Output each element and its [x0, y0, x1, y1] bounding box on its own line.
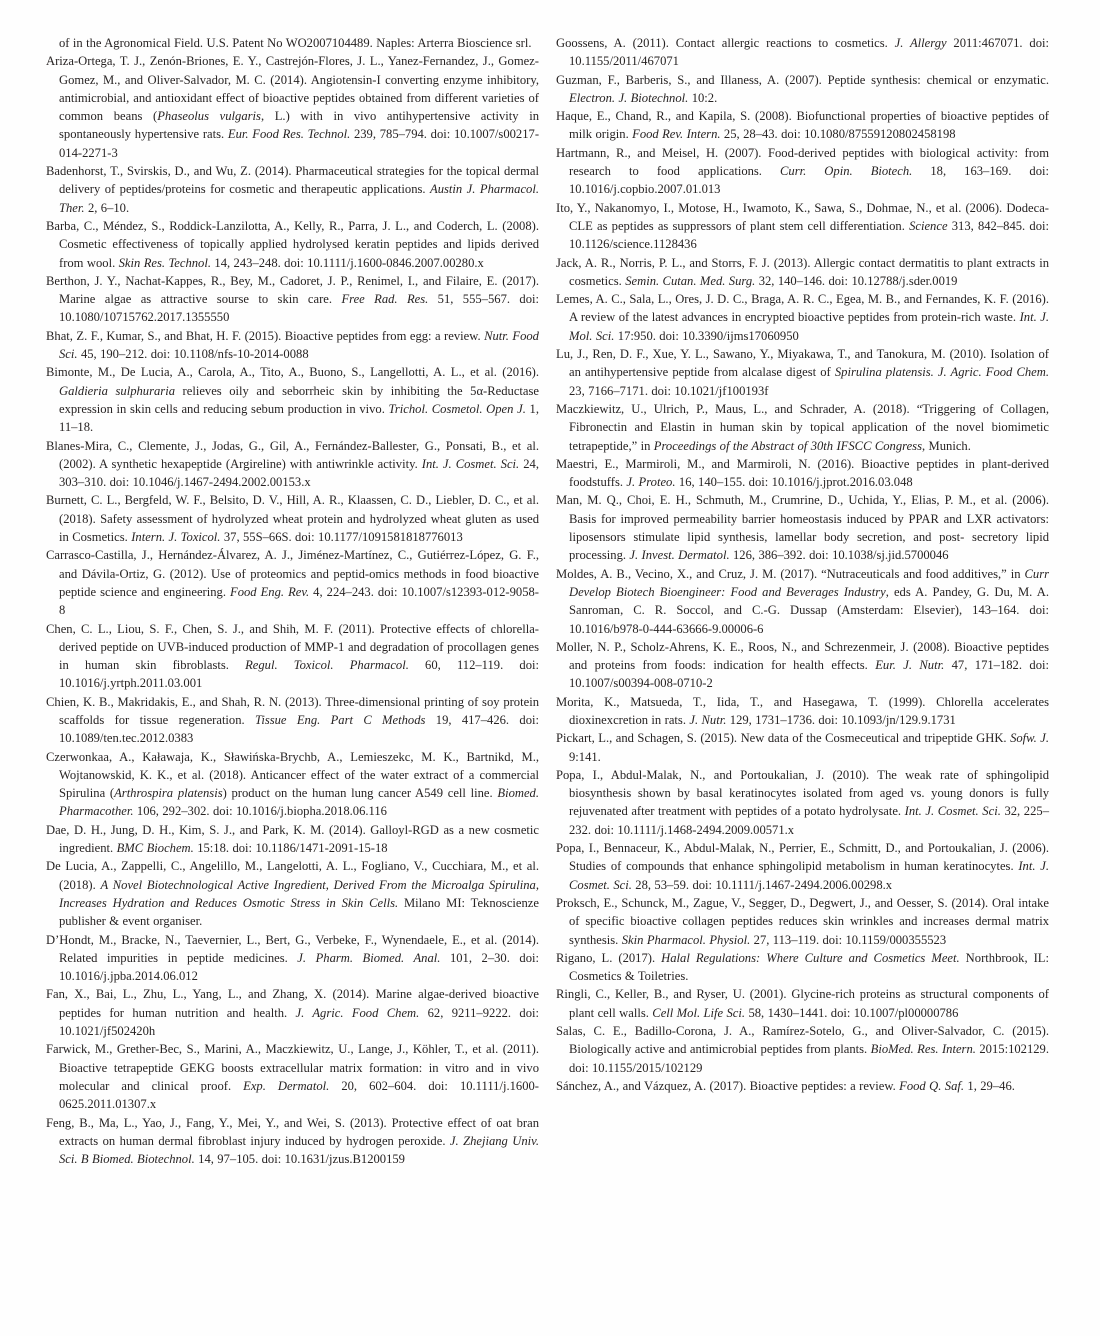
- reference-italic-title: Int. J. Cosmet. Sci.: [421, 456, 520, 471]
- reference-entry: Morita, K., Matsueda, T., Iida, T., and Hasegawa, T. (1999). Chlorella accelerates dioxinexcretion in rats. J. Nutr. 129, 1731–1736. doi: 10.1093/jn/129.9.1731: [556, 694, 1049, 727]
- reference-entry: Pickart, L., and Schagen, S. (2015). New data of the Cosmeceutical and tripeptide GHK. Sofw. J. 9:141.: [556, 731, 1049, 764]
- reference-italic-title: Skin Pharmacol. Physiol.: [621, 932, 751, 947]
- reference-entry: Ariza-Ortega, T. J., Zenón-Briones, E. Y., Castrejón-Flores, J. L., Yanez-Fernandez, J., Gomez-Gomez, M., and Oliver-Salvador, M. C. (2014). Angiotensin-I converting enzyme inhibitory, antimicrobial, and antioxidant effect of bioactive peptides obtained from different varieties of common beans (Phaseolus vulgaris, L.) with in vivo antihypertensive activity in spontaneously hypertensive rats. Eur. Food Res. Technol. 239, 785–794. doi: 10.1007/s00217-014-2271-3: [46, 54, 540, 160]
- reference-entry: Rigano, L. (2017). Halal Regulations: Where Culture and Cosmetics Meet. Northbrook, IL: Cosmetics & Toiletries.: [556, 950, 1049, 984]
- reference-italic-title: Int. J. Cosmet. Sci.: [904, 804, 1001, 819]
- reference-entry: Badenhorst, T., Svirskis, D., and Wu, Z. (2014). Pharmaceutical strategies for the topical dermal delivery of peptides/proteins for cosmetic and therapeutic applications. Austin J. Pharmacol. Ther. 2, 6–10.: [46, 164, 539, 215]
- reference-italic-title: Electron. J. Biotechnol.: [569, 90, 689, 105]
- reference-entry: De Lucia, A., Zappelli, C., Angelillo, M., Langelotti, A. L., Fogliano, V., Cucchiara, M., et al. (2018). A Novel Biotechnological Active Ingredient, Derived From the Microalga Spirulina, Increases Hydration and Reduces Osmotic Stress in Skin Cells. Milano MI: Teknoscienze publisher & event organiser.: [46, 859, 540, 929]
- reference-entry: Carrasco-Castilla, J., Hernández-Álvarez, A. J., Jiménez-Martínez, C., Gutiérrez-López, G. F., and Dávila-Ortiz, G. (2012). Use of proteomics and peptid-omics methods in food bioactive peptide science and engineering. Food Eng. Rev. 4, 224–243. doi: 10.1007/s12393-012-9058-8: [46, 548, 539, 618]
- reference-italic-title: J. Proteo.: [626, 475, 676, 490]
- reference-entry: Guzman, F., Barberis, S., and Illaness, A. (2007). Peptide synthesis: chemical or enzymatic. Electron. J. Biotechnol. 10:2.: [556, 72, 1049, 105]
- reference-italic-title: Food Rev. Intern.: [632, 127, 721, 142]
- reference-entry: of in the Agronomical Field. U.S. Patent No WO2007104489. Naples: Arterra Bioscience srl.: [59, 36, 532, 50]
- references-column-left: [46, 34, 539, 1316]
- reference-italic-title: BioMed. Res. Intern.: [870, 1042, 976, 1057]
- reference-italic-title: Austin J. Pharmacol. Ther.: [59, 182, 539, 215]
- reference-entry: Czerwonkaa, A., Kaławaja, K., Sławińska-Brychb, A., Lemieszekc, M. K., Bartnikd, M., Wojtanowskid, K. K., et al. (2018). Anticancer effect of the water extract of a commercial Spirulina (Arthrospira platensis) product on the human lung cancer A549 cell line. Biomed. Pharmacother. 106, 292–302. doi: 10.1016/j.biopha.2018.06.116: [46, 749, 539, 819]
- reference-italic-title: Intern. J. Toxicol.: [131, 530, 221, 545]
- reference-italic-title: Exp. Dermatol.: [243, 1078, 330, 1093]
- reference-entry: D’Hondt, M., Bracke, N., Taevernier, L., Bert, G., Verbeke, F., Wynendaele, E., et al. (2014). Related impurities in peptide medicines. J. Pharm. Biomed. Anal. 101, 2–30. doi: 10.1016/j.jpba.2014.06.012: [46, 932, 539, 984]
- reference-entry: Hartmann, R., and Meisel, H. (2007). Food-derived peptides with biological activity: from research to food applications. Curr. Opin. Biotech. 18, 163–169. doi: 10.1016/j.copbio.2007.01.013: [556, 145, 1050, 197]
- reference-italic-title: Curr Develop Biotech Bioengineer: Food and Beverages Industry: [569, 566, 1049, 599]
- reference-italic-title: Free Rad. Res.: [341, 292, 429, 307]
- reference-entry: Man, M. Q., Choi, E. H., Schmuth, M., Crumrine, D., Uchida, Y., Elias, P. M., et al. (2006). Basis for improved permeability barrier homeostasis induced by PPAR and LXR activators: liposensors stimulate lipid synthesis, lamellar body secretion, and post- secretory lipid processing. J. Invest. Dermatol. 126, 386–392. doi: 10.1038/sj.jid.5700046: [556, 493, 1049, 563]
- reference-italic-title: J. Zhejiang Univ. Sci. B Biomed. Biotechnol.: [59, 1133, 539, 1167]
- reference-italic-title: J. Allergy: [894, 36, 947, 50]
- reference-entry: Bhat, Z. F., Kumar, S., and Bhat, H. F. (2015). Bioactive peptides from egg: a review. Nutr. Food Sci. 45, 190–212. doi: 10.1108/nfs-10-2014-0088: [46, 328, 539, 362]
- reference-italic-title: Curr. Opin. Biotech.: [780, 164, 913, 179]
- reference-italic-title: Biomed. Pharmacother.: [59, 786, 539, 819]
- reference-italic-title: Phaseolus vulgaris: [157, 109, 261, 124]
- reference-entry: Feng, B., Ma, L., Yao, J., Fang, Y., Mei, Y., and Wei, S. (2013). Protective effect of oat bran extracts on human dermal fibroblast injury induced by hydrogen peroxide. J. Zhejiang Univ. Sci. B Biomed. Biotechnol. 14, 97–105. doi: 10.1631/jzus.B1200159: [46, 1115, 539, 1167]
- reference-entry: Maestri, E., Marmiroli, M., and Marmiroli, N. (2016). Bioactive peptides in plant-derived foodstuffs. J. Proteo. 16, 140–155. doi: 10.1016/j.jprot.2016.03.048: [556, 456, 1049, 490]
- reference-entry: Popa, I., Bennaceur, K., Abdul-Malak, N., Perrier, E., Schmitt, D., and Portoukalian, J. (2006). Studies of compounds that enhance sphingolipid metabolism in human keratinocytes. Int. J. Cosmet. Sci. 28, 53–59. doi: 10.1111/j.1467-2494.2006.00298.x: [556, 841, 1049, 892]
- reference-entry: Sánchez, A., and Vázquez, A. (2017). Bioactive peptides: a review. Food Q. Saf. 1, 29–46.: [556, 1078, 1015, 1093]
- reference-italic-title: J. Invest. Dermatol.: [629, 548, 730, 563]
- reference-entry: Popa, I., Abdul-Malak, N., and Portoukalian, J. (2010). The weak rate of sphingolipid biosynthesis shown by basal keratinocytes isolated from aged vs. young donors is fully rejuvenated after treatment with peptides of a potato hydrolysate. Int. J. Cosmet. Sci. 32, 225–232. doi: 10.1111/j.1468-2494.2009.00571.x: [556, 767, 1049, 837]
- reference-entry: Dae, D. H., Jung, D. H., Kim, S. J., and Park, K. M. (2014). Galloyl-RGD as a new cosmetic ingredient. BMC Biochem. 15:18. doi: 10.1186/1471-2091-15-18: [46, 822, 539, 856]
- reference-italic-title: Food Q. Saf.: [899, 1078, 965, 1093]
- references-column-right: [556, 34, 1049, 1316]
- reference-entry: Jack, A. R., Norris, P. L., and Storrs, F. J. (2013). Allergic contact dermatitis to plant extracts in cosmetics. Semin. Cutan. Med. Surg. 32, 140–146. doi: 10.12788/j.sder.0019: [556, 255, 1049, 288]
- reference-italic-title: BMC Biochem.: [116, 841, 194, 856]
- reference-entry: Salas, C. E., Badillo-Corona, J. A., Ramírez-Sotelo, G., and Oliver-Salvador, C. (2015). Biologically active and antimicrobial peptides from plants. BioMed. Res. Intern. 2015:102129. doi: 10.1155/2015/102129: [556, 1024, 1049, 1075]
- reference-italic-title: Eur. J. Nutr.: [875, 658, 945, 673]
- reference-italic-title: Arthrospira platensis: [114, 786, 223, 801]
- reference-entry: Haque, E., Chand, R., and Kapila, S. (2008). Biofunctional properties of bioactive peptides of milk origin. Food Rev. Intern. 25, 28–43. doi: 10.1080/87559120802458198: [556, 109, 1049, 142]
- reference-italic-title: Proceedings of the Abstract of 30th IFSCC Congress: [653, 438, 922, 453]
- reference-italic-title: Science: [909, 218, 948, 233]
- reference-italic-title: Trichol. Cosmetol. Open J.: [388, 401, 526, 416]
- reference-entry: Moldes, A. B., Vecino, X., and Cruz, J. M. (2017). “Nutraceuticals and food additives,” in Curr Develop Biotech Bioengineer: Food and Beverages Industry, eds A. Pandey, G. Du, M. A. Sanroman, C. R. Soccol, and C.-G. Dussap (Amsterdam: Elsevier), 143–164. doi: 10.1016/b978-0-444-63666-9.00006-6: [556, 566, 1049, 636]
- reference-italic-title: Cell Mol. Life Sci.: [652, 1005, 746, 1020]
- reference-entry: Burnett, C. L., Bergfeld, W. F., Belsito, D. V., Hill, A. R., Klaassen, C. D., Liebler, D. C., et al. (2018). Safety assessment of hydrolyzed wheat protein and hydrolyzed wheat gluten as used in Cosmetics. Intern. J. Toxicol. 37, 55S–66S. doi: 10.1177/1091581818776013: [46, 493, 539, 545]
- reference-italic-title: J. Pharm. Biomed. Anal.: [297, 950, 441, 965]
- reference-entry: Farwick, M., Grether-Bec, S., Marini, A., Maczkiewitz, U., Lange, J., Köhler, T., et al. (2011). Bioactive tetrapeptide GEKG boosts extracellular matrix formation: in vitro and in vivo molecular and clinical proof. Exp. Dermatol. 20, 602–604. doi: 10.1111/j.1600-0625.2011.01307.x: [46, 1042, 539, 1112]
- reference-entry: Blanes-Mira, C., Clemente, J., Jodas, G., Gil, A., Fernández-Ballester, G., Ponsati, B., et al. (2002). A synthetic hexapeptide (Argireline) with antiwrinkle activity. Int. J. Cosmet. Sci. 24, 303–310. doi: 10.1046/j.1467-2494.2002.00153.x: [46, 438, 539, 490]
- reference-italic-title: J. Nutr.: [689, 712, 727, 727]
- reference-italic-title: Int. J. Cosmet. Sci.: [569, 859, 1049, 892]
- reference-italic-title: Eur. Food Res. Technol.: [227, 127, 351, 142]
- reference-italic-title: A Novel Biotechnological Active Ingredient, Derived From the Microalga Spirulina, Increases Hydration and Reduces Osmotic Stress in Skin Cells.: [59, 877, 540, 910]
- reference-entry: Lu, J., Ren, D. F., Xue, Y. L., Sawano, Y., Miyakawa, T., and Tanokura, M. (2010). Isolation of an antihypertensive peptide from alcalase digest of Spirulina platensis. J. Agric. Food Chem. 23, 7166–7171. doi: 10.1021/jf100193f: [556, 347, 1049, 398]
- reference-italic-title: Sofw. J.: [1010, 731, 1049, 746]
- reference-italic-title: Semin. Cutan. Med. Surg.: [625, 273, 756, 288]
- reference-italic-title: Regul. Toxicol. Pharmacol.: [245, 658, 409, 673]
- reference-entry: Chien, K. B., Makridakis, E., and Shah, R. N. (2013). Three-dimensional printing of soy protein scaffolds for tissue regeneration. Tissue Eng. Part C Methods 19, 417–426. doi: 10.1089/ten.tec.2012.0383: [46, 694, 539, 746]
- reference-italic-title: Int. J. Mol. Sci.: [569, 310, 1049, 343]
- reference-entry: Ringli, C., Keller, B., and Ryser, U. (2001). Glycine-rich proteins as structural components of plant cell walls. Cell Mol. Life Sci. 58, 1430–1441. doi: 10.1007/pl00000786: [556, 987, 1049, 1020]
- reference-entry: Berthon, J. Y., Nachat-Kappes, R., Bey, M., Cadoret, J. P., Renimel, I., and Filaire, E. (2017). Marine algae as attractive sourse to skin care. Free Rad. Res. 51, 555–567. doi: 10.1080/10715762.2017.1355550: [46, 273, 539, 325]
- reference-italic-title: Food Eng. Rev.: [230, 584, 310, 599]
- reference-italic-title: Nutr. Food Sci.: [59, 328, 539, 362]
- reference-entry: Maczkiewitz, U., Ulrich, P., Maus, L., and Schrader, A. (2018). “Triggering of Collagen, Fibronectin and Elastin in human skin by topical application of the novel biomimetic tetrapeptide,” in Proceedings of the Abstract of 30th IFSCC Congress, Munich.: [556, 401, 1049, 453]
- reference-entry: Goossens, A. (2011). Contact allergic reactions to cosmetics. J. Allergy 2011:467071. doi: 10.1155/2011/467071: [556, 36, 1049, 69]
- reference-entry: Barba, C., Méndez, S., Roddick-Lanzilotta, A., Kelly, R., Parra, J. L., and Coderch, L. (2008). Cosmetic effectiveness of topically applied hydrolysed keratin peptides and lipids derived from wool. Skin Res. Technol. 14, 243–248. doi: 10.1111/j.1600-0846.2007.00280.x: [46, 218, 539, 270]
- reference-entry: Fan, X., Bai, L., Zhu, L., Yang, L., and Zhang, X. (2014). Marine algae-derived bioactive peptides for human nutrition and health. J. Agric. Food Chem. 62, 9211–9222. doi: 10.1021/jf502420h: [46, 987, 540, 1039]
- reference-entry: Lemes, A. C., Sala, L., Ores, J. D. C., Braga, A. R. C., Egea, M. B., and Fernandes, K. F. (2016). A review of the latest advances in encrypted bioactive peptides from protein-rich waste. Int. J. Mol. Sci. 17:950. doi: 10.3390/ijms17060950: [556, 292, 1049, 343]
- reference-italic-title: Halal Regulations: Where Culture and Cosmetics Meet.: [661, 950, 960, 965]
- reference-italic-title: Tissue Eng. Part C Methods: [255, 712, 426, 727]
- reference-italic-title: Spirulina platensis. J. Agric. Food Chem.: [834, 365, 1049, 380]
- reference-entry: Chen, C. L., Liou, S. F., Chen, S. J., and Shih, M. F. (2011). Protective effects of chlorella-derived peptide on UVB-induced production of MMP-1 and degradation of procollagen genes in human skin fibroblasts. Regul. Toxicol. Pharmacol. 60, 112–119. doi: 10.1016/j.yrtph.2011.03.001: [46, 621, 540, 691]
- reference-entry: Moller, N. P., Scholz-Ahrens, K. E., Roos, N., and Schrezenmeir, J. (2008). Bioactive peptides and proteins from foods: indication for health effects. Eur. J. Nutr. 47, 171–182. doi: 10.1007/s00394-008-0710-2: [556, 639, 1049, 691]
- reference-entry: Proksch, E., Schunck, M., Zague, V., Segger, D., Degwert, J., and Oesser, S. (2014). Oral intake of specific bioactive collagen peptides reduces skin wrinkles and increases dermal matrix synthesis. Skin Pharmacol. Physiol. 27, 113–119. doi: 10.1159/000355523: [556, 895, 1049, 947]
- reference-italic-title: Skin Res. Technol.: [118, 255, 212, 270]
- reference-italic-title: Galdieria sulphuraria: [59, 383, 175, 398]
- reference-entry: Bimonte, M., De Lucia, A., Carola, A., Tito, A., Buono, S., Langellotti, A. L., et al. (2016). Galdieria sulphuraria relieves oily and seborrheic skin by inhibiting the 5α-Reductase expression in skin cells and reducing sebum production in vivo. Trichol. Cosmetol. Open J. 1, 11–18.: [46, 365, 540, 435]
- reference-italic-title: J. Agric. Food Chem.: [295, 1005, 420, 1020]
- reference-entry: Ito, Y., Nakanomyo, I., Motose, H., Iwamoto, K., Sawa, S., Dohmae, N., et al. (2006). Dodeca-CLE as peptides as suppressors of plant stem cell differentiation. Science 313, 842–845. doi: 10.1126/science.1128436: [556, 200, 1049, 252]
